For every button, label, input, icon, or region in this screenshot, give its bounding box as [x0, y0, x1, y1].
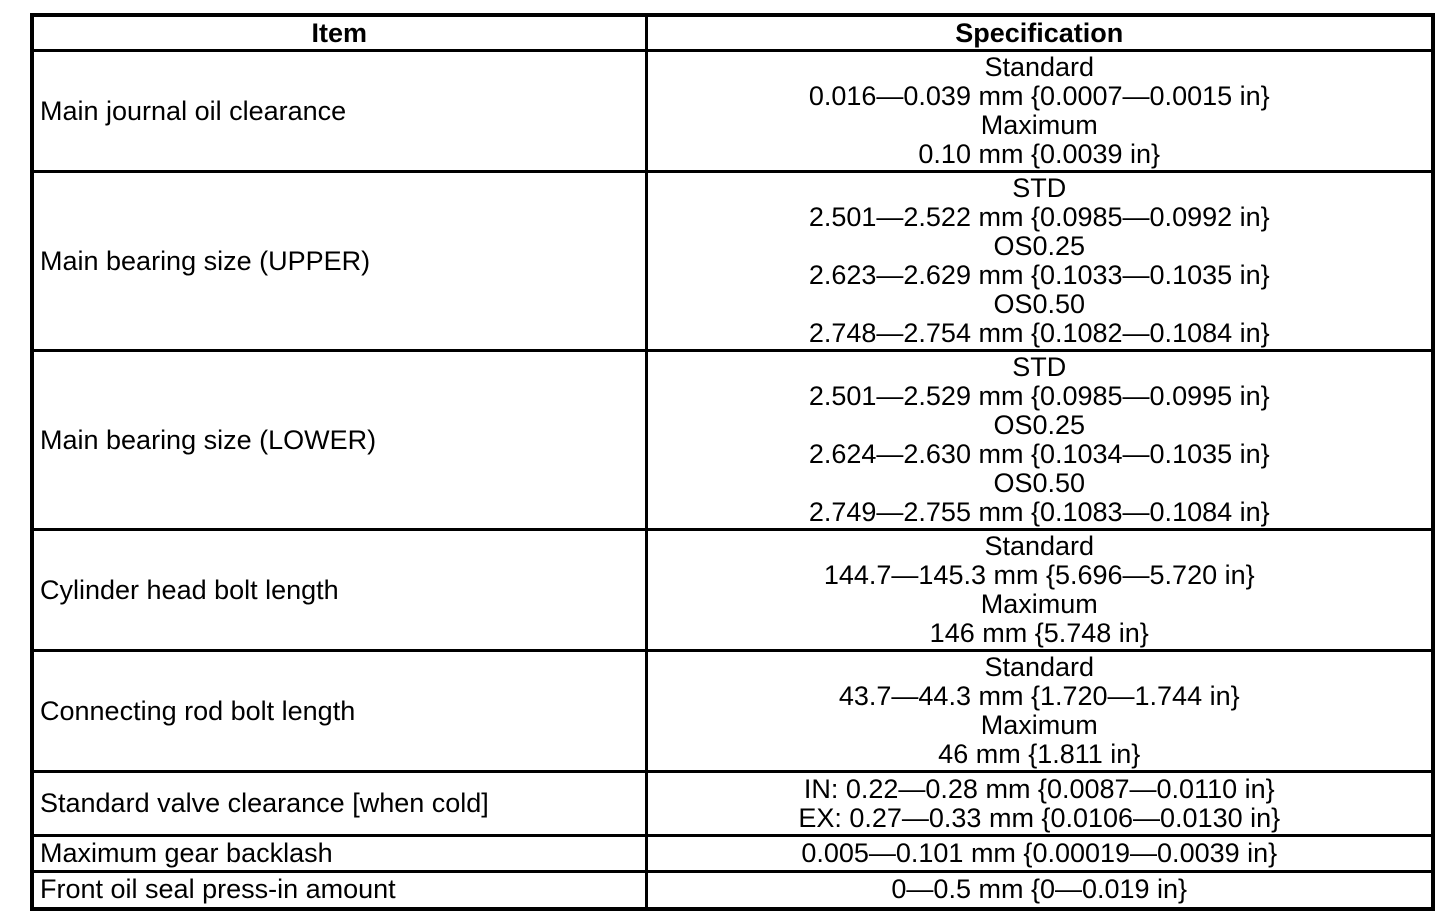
item-cell: Main journal oil clearance	[32, 51, 646, 172]
column-header-specification: Specification	[646, 15, 1433, 51]
spec-cell	[646, 530, 1433, 651]
item-cell: Main bearing size (UPPER)	[32, 172, 646, 351]
spec-line: 0.016—0.039 mm {0.0007—0.0015 in}	[808, 81, 1270, 111]
spec-line: OS0.50	[993, 468, 1086, 498]
spec-line: 0.10 mm {0.0039 in}	[918, 139, 1161, 169]
spec-line: STD	[1012, 352, 1067, 382]
spec-line: 2.501—2.529 mm {0.0985—0.0995 in}	[808, 381, 1270, 411]
spec-line: EX: 0.27—0.33 mm {0.0106—0.0130 in}	[798, 802, 1281, 833]
spec-line: 46 mm {1.811 in}	[938, 739, 1141, 769]
table-row	[32, 351, 1433, 530]
spec-line: 146 mm {5.748 in}	[929, 618, 1149, 648]
spec-cell	[646, 51, 1433, 172]
item-cell: Standard valve clearance [when cold]	[32, 772, 646, 836]
item-cell: Maximum gear backlash	[32, 836, 646, 872]
spec-cell	[646, 772, 1433, 836]
spec-line: 2.623—2.629 mm {0.1033—0.1035 in}	[808, 260, 1270, 290]
column-header-item: Item	[32, 15, 646, 51]
spec-line: 2.624—2.630 mm {0.1034—0.1035 in}	[808, 439, 1270, 469]
spec-cell	[646, 651, 1433, 772]
spec-line: IN: 0.22—0.28 mm {0.0087—0.0110 in}	[803, 773, 1275, 804]
spec-line: 2.748—2.754 mm {0.1082—0.1084 in}	[808, 318, 1270, 348]
spec-cell	[646, 172, 1433, 351]
item-cell: Cylinder head bolt length	[32, 530, 646, 651]
spec-line: STD	[1012, 173, 1067, 203]
table-row	[32, 836, 1433, 872]
table-row	[32, 772, 1433, 836]
spec-cell	[646, 836, 1433, 872]
table-row	[32, 651, 1433, 772]
spec-line: OS0.25	[993, 231, 1086, 261]
spec-cell	[646, 351, 1433, 530]
table-header-row	[32, 15, 1433, 51]
table-row	[32, 51, 1433, 172]
spec-line: Standard	[984, 531, 1095, 561]
table-row	[32, 172, 1433, 351]
spec-line: 43.7—44.3 mm {1.720—1.744 in}	[838, 681, 1240, 711]
spec-line: 144.7—145.3 mm {5.696—5.720 in}	[823, 560, 1255, 590]
spec-cell	[646, 872, 1433, 909]
table-row	[32, 530, 1433, 651]
spec-line: Maximum	[980, 589, 1098, 619]
spec-line: Maximum	[980, 710, 1098, 740]
spec-line: 2.749—2.755 mm {0.1083—0.1084 in}	[808, 497, 1270, 527]
item-cell: Front oil seal press-in amount	[32, 872, 646, 909]
spec-line: Standard	[984, 652, 1095, 682]
item-cell: Main bearing size (LOWER)	[32, 351, 646, 530]
spec-line: OS0.25	[993, 410, 1086, 440]
item-cell: Connecting rod bolt length	[32, 651, 646, 772]
spec-line: 0.005—0.101 mm {0.00019—0.0039 in}	[801, 838, 1278, 868]
spec-line: OS0.50	[993, 289, 1086, 319]
spec-line: 0—0.5 mm {0—0.019 in}	[891, 874, 1188, 905]
specification-table	[30, 13, 1435, 911]
spec-line: Standard	[984, 52, 1095, 82]
spec-line: 2.501—2.522 mm {0.0985—0.0992 in}	[808, 202, 1270, 232]
spec-line: Maximum	[980, 110, 1098, 140]
table-row	[32, 872, 1433, 909]
